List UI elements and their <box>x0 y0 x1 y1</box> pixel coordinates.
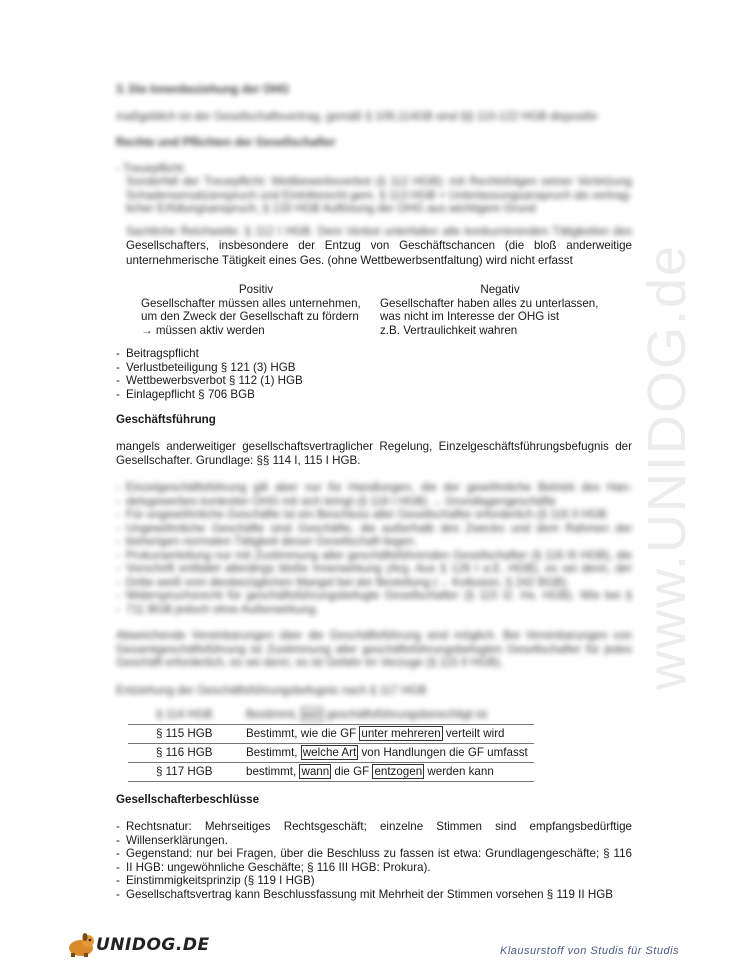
list-item: - Für ungewöhnliche Geschäfte ist ein Beschluss aller Gesellschafter erforderlich (§ 116 II HGB <box>116 508 632 522</box>
entziehung-line: Entziehung der Geschäftsführungsbefugnis nach § 117 HGB <box>116 683 427 697</box>
watermark: www.UNIDOG.de <box>637 243 697 690</box>
treuepflicht-line: Schadensersatzanspruch und Eintrittsrecht gem. § 113 HGB + Unterlassungsanspruch als vertrag- <box>126 188 632 202</box>
dog-icon <box>66 932 96 958</box>
duties-list <box>116 347 516 401</box>
negative-line: Gesellschafter haben alles zu unterlassen, <box>380 296 599 310</box>
table-row <box>128 725 534 744</box>
positive-column <box>141 283 371 337</box>
abweichende-line: Abweichende Vereinbarungen über die Geschäftsführung sind möglich. Bei Vereinbarungen von <box>116 629 632 642</box>
blurred-mid-section <box>116 481 632 697</box>
list-item: - Prokuraerteilung nur mit Zustimmung aller geschäftsführenden Gesellschafter (§ 116 III HGB), die <box>116 549 632 563</box>
list-item-cont: - Willenserklärungen. <box>116 834 632 848</box>
negative-line: was nicht im Interesse der OHG ist <box>380 310 560 323</box>
blurred-top-section <box>116 83 632 238</box>
reichweite-line-2: Gesellschafters, insbesondere der Entzug von Geschäftschancen (die bloß anderweitige <box>126 239 632 252</box>
list-item: - Widerspruchsrecht für geschäftsführungsbefugte Gesellschafter (§ 115 I2. Hs. HGB). Wie bei § <box>116 589 632 603</box>
table-row <box>128 744 534 763</box>
footer-tagline: Klausurstoff von Studis für Studis <box>500 945 680 957</box>
list-item: - Rechtsnatur: Mehrseitiges Rechtsgeschäft; einzelne Stimmen sind empfangsbedürftige <box>116 820 632 834</box>
treuepflicht-line: Sonderfall der Treuepflicht: Wettbewerbsverbot (§ 112 HGB): mit Rechtsfolgen seiner Verletzung <box>126 175 632 188</box>
list-item-cont: - 711 BGB jedoch ohne Außenwirkung. <box>116 603 632 617</box>
list-item: - Gegenstand: nur bei Fragen, über die Beschluss zu fassen ist etwa: Grundlagengeschäfte; § 116 <box>116 847 632 861</box>
list-item-cont: - Vorschrift entfaltet allerdings bloße Innenwirkung (Arg. Aus § 126 I a.E. HGB), es sei denn, der <box>116 562 632 576</box>
positive-header: Positiv <box>238 283 274 296</box>
intro-line: maßgeblich ist der Gesellschaftsvertrag, gemäß § 109,114GB sind §§ 110-122 HGB dispositiv <box>116 109 598 123</box>
treuepflicht-title: - Treuepflicht. <box>116 161 187 175</box>
subheading: Rechte und Pflichten der Gesellschafter <box>116 136 336 149</box>
negative-header: Negativ <box>480 283 520 296</box>
table-cell-text: Bestimmt, wie die GF unter mehreren verteilt wird <box>240 725 534 744</box>
gb-list <box>116 820 632 901</box>
table-cell-text: Bestimmt, welche Art von Handlungen die GF umfasst <box>240 744 534 763</box>
table-cell-para: § 114 HGB <box>128 706 240 725</box>
list-item-cont: - bisherigen normalen Tätigkeit dieser Gesellschaft liegen. <box>116 535 632 549</box>
reichweite-line-3: unternehmerische Tätigkeit eines Ges. (ohne Wettbewerbsentfaltung) wird nicht erfasst <box>126 254 573 267</box>
gb-heading: Gesellschafterbeschlüsse <box>116 793 260 806</box>
list-item: - Einzelgeschäftsführung gilt aber nur für Handlungen, die der gewöhnliche Betrieb des Han- <box>116 481 632 495</box>
positive-line: Gesellschafter müssen alles unternehmen, <box>141 296 361 310</box>
gf-para-line: mangels anderweitiger gesellschaftsvertraglicher Regelung, Einzelgeschäftsführungsbefugnis der <box>116 440 632 453</box>
abweichende-line: Gesamtgeschäftsführung ist Zustimmung aller geschäftsführungsbefugten Gesellschafter für jedes <box>116 642 632 656</box>
list-item: - Wettbewerbsverbot § 112 (1) HGB <box>116 374 516 388</box>
list-item: - Verlustbeteiligung § 121 (3) HGB <box>116 361 516 375</box>
table-cell-para: § 116 HGB <box>128 744 240 763</box>
gf-table <box>128 706 534 782</box>
table-cell-para: § 117 HGB <box>128 763 240 782</box>
negative-line: z.B. Vertraulichkeit wahren <box>380 323 518 337</box>
list-item-cont: - II HGB: ungewöhnliche Geschäfte; § 116 III HGB: Prokura). <box>116 861 632 875</box>
list-item: - Gesellschaftsvertrag kann Beschlussfassung mit Mehrheit der Stimmen vorsehen § 119 II HGB <box>116 888 632 902</box>
positive-line: → müssen aktiv werden <box>141 323 265 337</box>
reichweite-line: Sachliche Reichweite: § 112 I HGB. Dem Verbot unterfallen alle konkurrierenden Tätigkeiten des <box>126 224 632 238</box>
list-item-cont: - Dritte weiß vom diesbezüglichen Mangel bei der Bestellung (→ Kollusion, § 242 BGB). <box>116 576 632 590</box>
table-cell-text: Bestimmt, wer geschäftsführungsberechtigt ist <box>240 706 534 725</box>
treuepflicht-line: licher Erfüllungsanspruch, § 133 HGB Auflösung der OHG aus wichtigem Grund <box>126 202 536 215</box>
list-item-cont: - delsgewerbes konkreter OHG mit sich bringt (§ 116 I HGB) → Grundlagengeschäfte <box>116 495 632 509</box>
list-item: - Einstimmigkeitsprinzip (§ 119 I HGB) <box>116 874 632 888</box>
section-heading: 3. Die Innenbeziehung der OHG <box>116 83 290 96</box>
table-cell-para: § 115 HGB <box>128 725 240 744</box>
abweichende-line: Geschäft erforderlich, es sei denn, es ist Gefahr im Verzuge (§ 115 II HGB). <box>116 656 504 669</box>
gf-heading: Geschäftsführung <box>116 413 216 426</box>
logo: UNIDOG.DE <box>66 932 210 958</box>
positive-line: um den Zweck der Gesellschaft zu fördern <box>141 310 359 323</box>
list-item: - Einlagepflicht § 706 BGB <box>116 388 516 402</box>
table-row <box>128 706 534 725</box>
gf-para-line: Gesellschafter. Grundlage: §§ 114 I, 115 I HGB. <box>116 454 361 467</box>
negative-column <box>380 283 620 337</box>
list-item: - Beitragspflicht <box>116 347 516 361</box>
table-cell-text: bestimmt, wann die GF entzogen werden kann <box>240 763 534 782</box>
table-row <box>128 763 534 782</box>
list-item: - Ungewöhnliche Geschäfte sind Geschäfte, die außerhalb des Zwecks und dem Rahmen der <box>116 522 632 536</box>
